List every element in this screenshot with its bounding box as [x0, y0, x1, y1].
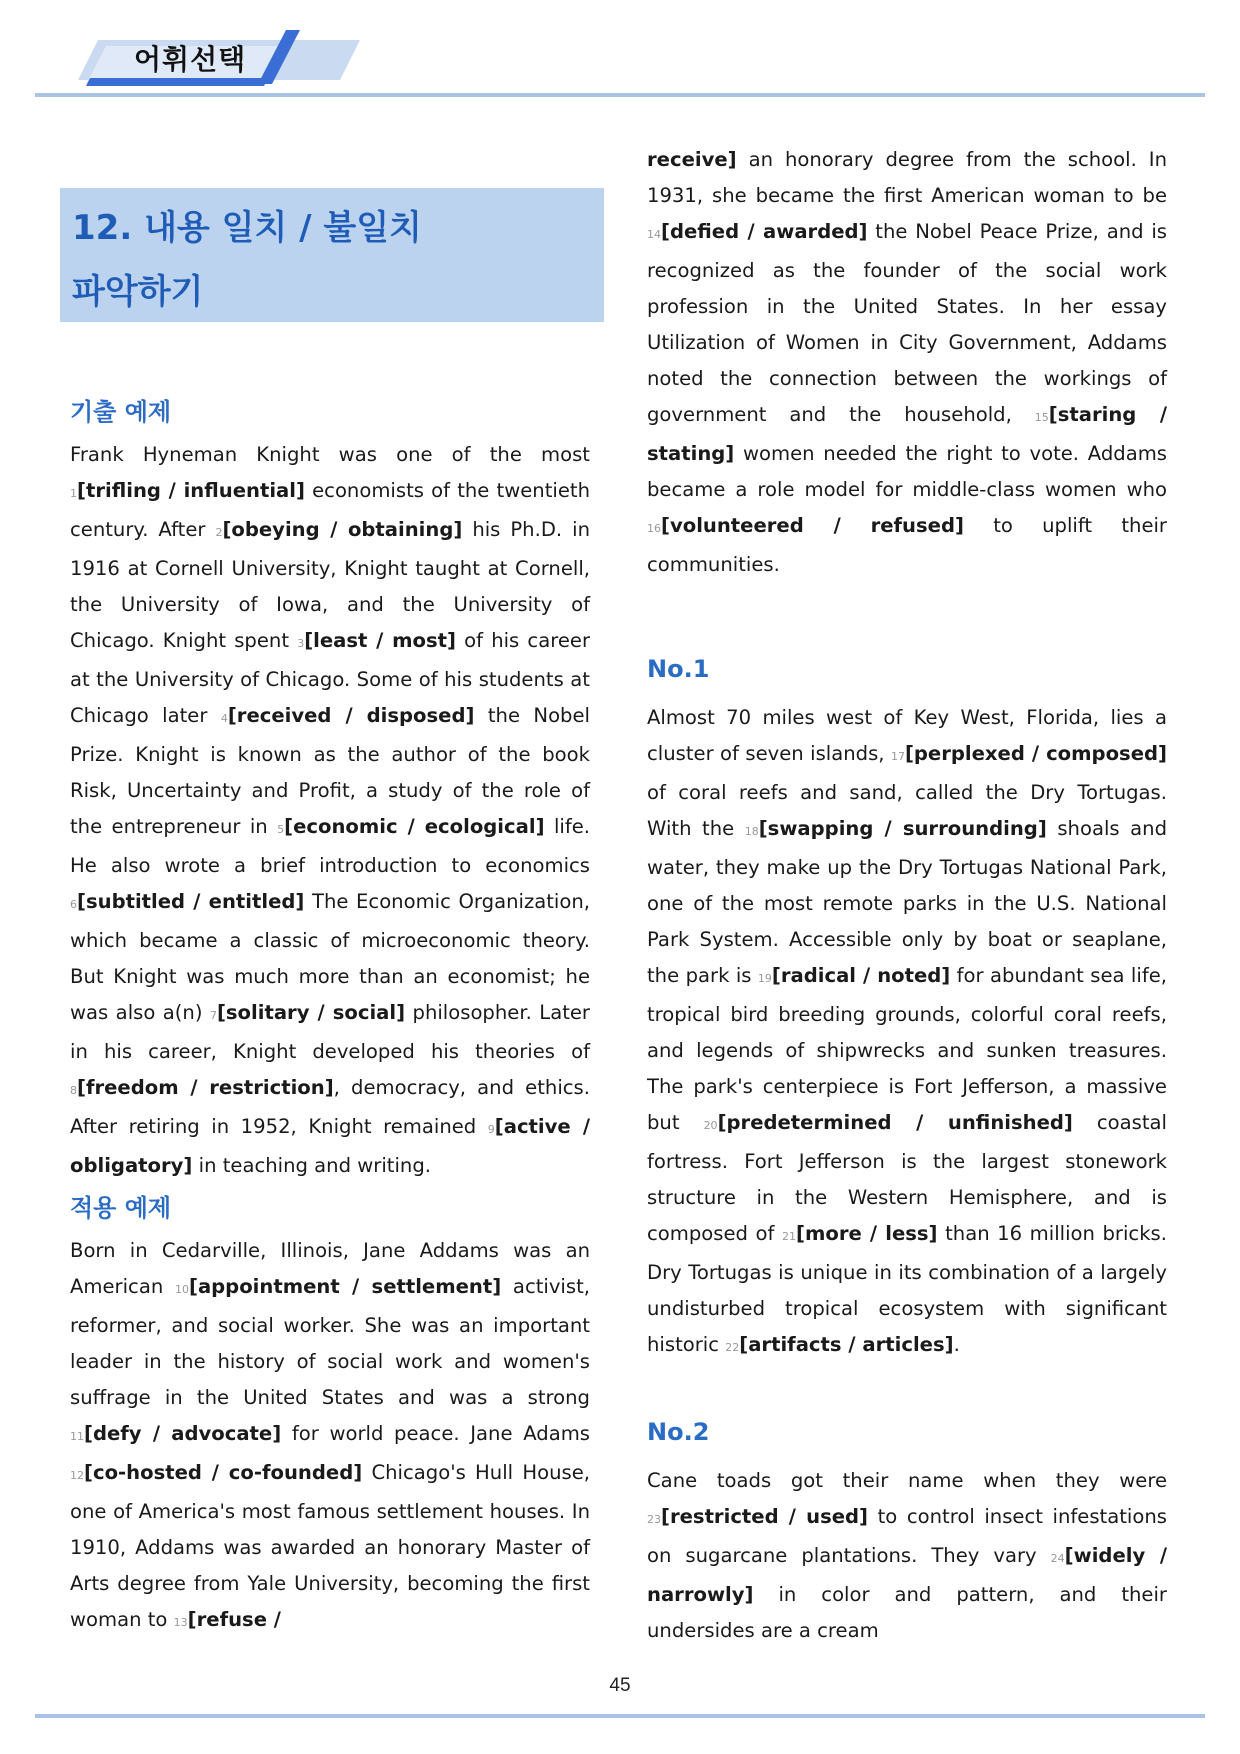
vocab-choice: [radical / noted] [771, 964, 951, 987]
vocab-choice: [restricted / used] [661, 1505, 869, 1528]
vocab-choice: [received / disposed] [227, 704, 475, 727]
page-number: 45 [609, 1675, 631, 1696]
question-number: 6 [70, 898, 77, 911]
passage-cane-toads: Cane toads got their name when they were 23[restricted / used] to control insect infestations on sugarcane plantations. They vary 24[widely / narrowly] in color and pattern, and their undersides are a cream [647, 1469, 1167, 1642]
header-title: 어휘선택 [134, 43, 247, 76]
question-number: 18 [744, 825, 759, 838]
question-number: 19 [757, 972, 772, 985]
vocab-choice: [swapping / surrounding] [758, 817, 1047, 840]
question-number: 11 [70, 1430, 84, 1443]
question-number: 16 [647, 522, 661, 535]
chapter-title-box [60, 188, 604, 322]
question-number: 14 [647, 228, 661, 241]
vocab-choice: receive] [647, 148, 737, 171]
question-number: 20 [703, 1119, 718, 1132]
vocab-choice: [solitary / social] [216, 1001, 406, 1024]
vocab-choice: [appointment / settlement] [188, 1275, 502, 1298]
vocab-choice: [more / less] [795, 1222, 938, 1245]
vocab-choice: [artifacts / articles] [739, 1333, 954, 1356]
question-number: 17 [890, 750, 905, 763]
question-number: 8 [70, 1084, 77, 1097]
question-number: 15 [1034, 411, 1049, 424]
vocab-choice: [obeying / obtaining] [222, 518, 463, 541]
passage-dry-tortugas: Almost 70 miles west of Key West, Florida, lies a cluster of seven islands, 17[perplexed / composed] of coral reefs and sand, called the Dry Tortugas. With the 18[swapping / surrounding] shoals and water, they make up the Dry Tortugas National Park, one of the most remote parks in the U.S. National Park System. Accessible only by boat or seaplane, the park is 19[radical / noted] for abundant sea life, tropical bird breeding grounds, colorful coral reefs, and legends of shipwrecks and sunken treasures. The park's centerpiece is Fort Jefferson, a massive but 20[predetermined / unfinished] coastal fortress. Fort Jefferson is the largest stonework structure in the Western Hemisphere, and is composed of 21[more / less] than 16 million bricks. Dry Tortugas is unique in its combination of a largely undisturbed tropical ecosystem with significant historic 22[artifacts / articles]. [647, 706, 1168, 1356]
vocab-choice: [defied / awarded] [661, 220, 868, 243]
question-number: 23 [647, 1513, 661, 1526]
section-heading-no2: No.2 [647, 1418, 710, 1446]
section-heading-apply: 적용 예제 [70, 1194, 172, 1222]
vocab-choice: [perplexed / composed] [904, 742, 1167, 765]
section-heading-no1: No.1 [647, 655, 710, 683]
vocab-choice: [freedom / restriction] [77, 1076, 334, 1099]
chapter-title-line2: 파악하기 [72, 272, 204, 312]
vocab-choice: [subtitled / entitled] [77, 890, 305, 913]
vocab-choice: [economic / ecological] [284, 815, 545, 838]
question-number: 21 [781, 1230, 796, 1243]
question-number: 4 [220, 712, 228, 725]
question-number: 24 [1050, 1552, 1065, 1565]
vocab-choice: [trifling / influential] [77, 479, 305, 502]
question-number: 9 [487, 1123, 495, 1136]
question-number: 10 [174, 1283, 189, 1296]
vocab-choice: [active / obligatory] [70, 1115, 590, 1177]
vocab-choice: [least / most] [304, 629, 456, 652]
vocab-choice: [widely / narrowly] [647, 1544, 1167, 1606]
vocab-choice: [co-hosted / co-founded] [84, 1461, 363, 1484]
vocab-choice: [predetermined / unfinished] [717, 1111, 1073, 1134]
passage-addams: Born in Cedarville, Illinois, Jane Addams was an American 10[appointment / settlement] activist, reformer, and social worker. She was an important leader in the history of social work and women's suffrage in the United States and was a strong 11[defy / advocate] for world peace. Jane Adams 12[co-hosted / co-founded] Chicago's Hull House, one of America's most famous settlement houses. In 1910, Addams was awarded an honorary Master of Arts degree from Yale University, becoming the first woman to 13[refuse / [70, 1239, 590, 1631]
passage-addams-continued: receive] an honorary degree from the school. In 1931, she became the first American woman to be 14[defied / awarded] the Nobel Peace Prize, and is recognized as the founder of the social work profession in the United States. In her essay Utilization of Women in City Government, Addams noted the connection between the workings of government and the household, 15[staring / stating] women needed the right to vote. Addams became a role model for middle-class women who 16[volunteered / refused] to uplift their communities. [647, 148, 1167, 576]
chapter-title-line1: 12. 내용 일치 / 불일치 [72, 208, 422, 248]
question-number: 7 [209, 1009, 217, 1022]
vocab-choice: [refuse / [187, 1608, 281, 1631]
passage-knight: Frank Hyneman Knight was one of the most 1[trifling / influential] economists of the twentieth century. After 2[obeying / obtaining] his Ph.D. in 1916 at Cornell University, Knight taught at Cornell, the University of Iowa, and the University of Chicago. Knight spent 3[least / most] of his career at the University of Chicago. Some of his students at Chicago later 4[received / disposed] the Nobel Prize. Knight is known as the author of the book Risk, Uncertainty and Profit, a study of the role of the entrepreneur in 5[economic / ecological] life. He also wrote a brief introduction to economics 6[subtitled / entitled] The Economic Organization, which became a classic of microeconomic theory. But Knight was much more than an economist; he was also a(n) 7[solitary / social] philosopher. Later in his career, Knight developed his theories of 8[freedom / restriction], democracy, and ethics. After retiring in 1952, Knight remained 9[active / obligatory] in teaching and writing. [70, 443, 591, 1177]
vocab-choice: [staring / stating] [647, 403, 1167, 465]
vocab-choice: [defy / advocate] [84, 1422, 282, 1445]
question-number: 22 [725, 1341, 740, 1354]
question-number: 1 [70, 487, 77, 500]
question-number: 2 [215, 526, 223, 539]
question-number: 5 [277, 823, 285, 836]
question-number: 3 [297, 637, 305, 650]
footer-divider [35, 1714, 1205, 1718]
question-number: 12 [70, 1469, 84, 1482]
chapter-title [72, 196, 422, 324]
vocab-choice: [volunteered / refused] [661, 514, 964, 537]
header-divider [35, 93, 1205, 97]
question-number: 13 [173, 1616, 188, 1629]
section-heading-example: 기출 예제 [70, 398, 172, 426]
